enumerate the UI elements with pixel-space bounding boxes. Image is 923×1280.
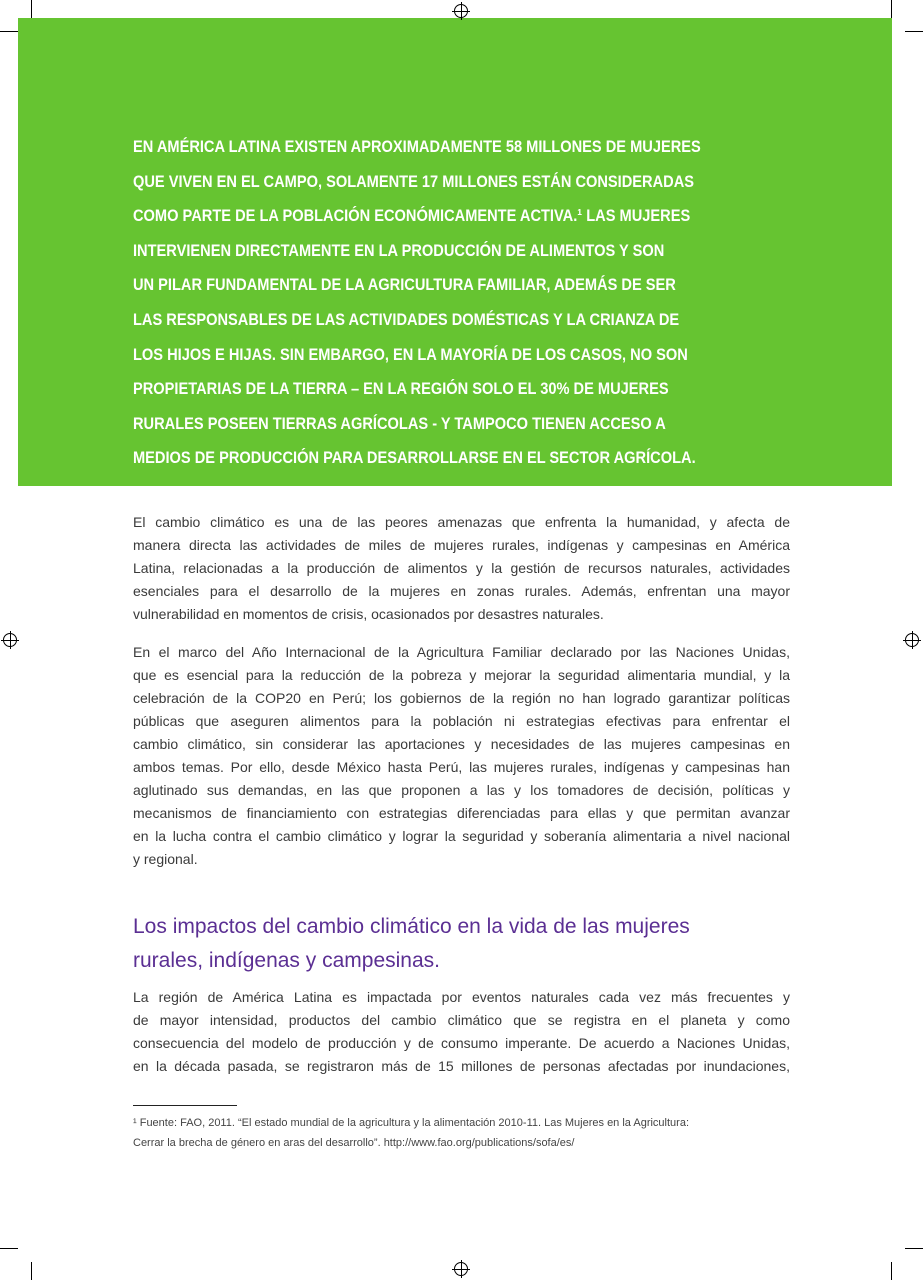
text-line: ambos temas. Por ello, desde México hasta Perú, las mujeres rurales, indígenas y campesinas han (133, 759, 790, 775)
highlight-line: COMO PARTE DE LA POBLACIÓN ECONÓMICAMENTE ACTIVA.¹ LAS MUJERES (133, 206, 691, 226)
footnote-line: ¹ Fuente: FAO, 2011. “El estado mundial de la agricultura y la alimentación 2010-11. Las Mujeres en la Agricultura: (133, 1117, 690, 1129)
footnote-line: Cerrar la brecha de género en aras del desarrollo”. http://www.fao.org/publications/sofa/es/ (133, 1137, 575, 1149)
crop-mark (31, 0, 32, 18)
text-line: que es esencial para la reducción de la pobreza y mejorar la seguridad alimentaria mundial, y la (133, 667, 790, 683)
text-line: consecuencia del modelo de producción y de consumo imperante. De acuerdo a Naciones Unidas, (133, 1035, 790, 1051)
crop-mark (0, 31, 18, 32)
text-line: En el marco del Año Internacional de la Agricultura Familiar declarado por las Naciones Unidas, (133, 644, 790, 660)
crop-mark (905, 31, 923, 32)
text-line: esenciales para el desarrollo de la mujeres en zonas rurales. Además, enfrentan una mayor (133, 583, 790, 599)
registration-mark-icon (3, 633, 17, 647)
text-line: mecanismos de financiamiento con estrategias diferenciadas para ellas y que permitan avanzar (133, 805, 790, 821)
highlight-text (133, 130, 793, 476)
crop-mark (0, 1248, 18, 1249)
text-line: Latina, relacionadas a la producción de alimentos y la gestión de recursos naturales, actividades (133, 560, 790, 576)
highlight-line: LAS RESPONSABLES DE LAS ACTIVIDADES DOMÉSTICAS Y LA CRIANZA DE (133, 309, 680, 329)
paragraph-3 (133, 986, 790, 1078)
text-line: celebración de la COP20 en Perú; los gobiernos de la región no han logrado garantizar políticas (133, 690, 790, 706)
crop-mark (891, 1262, 892, 1280)
text-line: de mayor intensidad, productos del cambio climático que se registra en el planeta y como (133, 1012, 790, 1028)
heading-line: Los impactos del cambio climático en la vida de las mujeres (133, 915, 690, 938)
highlight-line: PROPIETARIAS DE LA TIERRA – EN LA REGIÓN SOLO EL 30% DE MUJERES (133, 379, 669, 399)
text-line: en la década pasada, se registraron más de 15 millones de personas afectadas por inundaciones, (133, 1058, 790, 1074)
highlight-line: QUE VIVEN EN EL CAMPO, SOLAMENTE 17 MILLONES ESTÁN CONSIDERADAS (133, 171, 695, 191)
footnote (133, 1113, 689, 1153)
crop-mark (31, 1262, 32, 1280)
registration-mark-icon (905, 633, 919, 647)
paragraph-2 (133, 641, 790, 871)
text-line: aglutinado sus demandas, en las que proponen a las y los tomadores de decisión, políticas y (133, 782, 790, 798)
crop-mark (891, 0, 892, 18)
text-line: y regional. (133, 851, 198, 867)
registration-mark-icon (454, 1262, 468, 1276)
highlight-line: EN AMÉRICA LATINA EXISTEN APROXIMADAMENTE 58 MILLONES DE MUJERES (133, 137, 701, 156)
footnote-divider (133, 1105, 237, 1106)
highlight-line: UN PILAR FUNDAMENTAL DE LA AGRICULTURA FAMILIAR, ADEMÁS DE SER (133, 275, 676, 295)
text-line: vulnerabilidad en momentos de crisis, ocasionados por desastres naturales. (133, 606, 604, 622)
crop-mark (905, 1248, 923, 1249)
text-line: La región de América Latina es impactada por eventos naturales cada vez más frecuentes y (133, 989, 790, 1005)
highlight-line: MEDIOS DE PRODUCCIÓN PARA DESARROLLARSE EN EL SECTOR AGRÍCOLA. (133, 448, 696, 468)
paragraph-1 (133, 511, 790, 626)
text-line: en la lucha contra el cambio climático y lograr la seguridad y soberanía alimentaria a nivel nacional (133, 828, 790, 844)
text-line: públicas que aseguren alimentos para la población ni estrategias efectivas para enfrentar el (133, 713, 790, 729)
text-line: El cambio climático es una de las peores amenazas que enfrenta la humanidad, y afecta de (133, 514, 790, 530)
text-line: manera directa las actividades de miles de mujeres rurales, indígenas y campesinas en América (133, 537, 790, 553)
highlight-line: INTERVIENEN DIRECTAMENTE EN LA PRODUCCIÓN DE ALIMENTOS Y SON (133, 240, 665, 260)
highlight-line: RURALES POSEEN TIERRAS AGRÍCOLAS - Y TAMPOCO TIENEN ACCESO A (133, 413, 666, 433)
text-line: cambio climático, sin considerar las aportaciones y necesidades de las mujeres campesinas en (133, 736, 790, 752)
heading-line: rurales, indígenas y campesinas. (133, 949, 440, 972)
section-heading (133, 910, 690, 978)
highlight-line: LOS HIJOS E HIJAS. SIN EMBARGO, EN LA MAYORÍA DE LOS CASOS, NO SON (133, 344, 688, 364)
registration-mark-icon (454, 4, 468, 18)
